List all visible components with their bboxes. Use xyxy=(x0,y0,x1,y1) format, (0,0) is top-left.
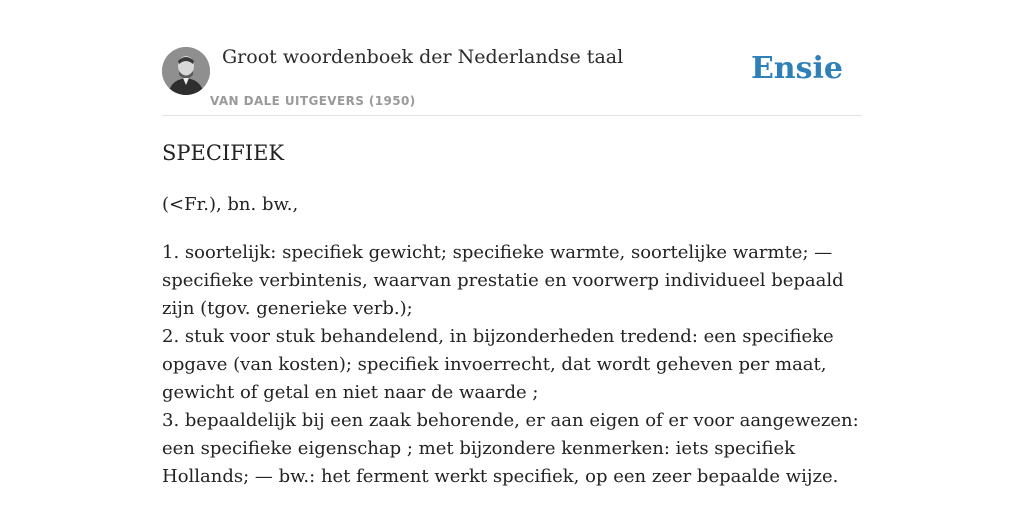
header xyxy=(162,46,862,116)
book-title[interactable]: Groot woordenboek der Nederlandse taal xyxy=(222,46,624,68)
definition-item: 3. bepaaldelijk bij een zaak behorende, er aan eigen of er voor aangewezen: een specifieke eigenschap ; met bijzondere kenmerken: iets specifiek Hollands; — bw.: het ferment werkt specifiek, op een zeer bepaalde wijze. xyxy=(162,410,859,487)
definition-item: 1. soortelijk: specifiek gewicht; specifieke warmte, soortelijke warmte; — specifieke verbintenis, waarvan prestatie en voorwerp individueel bepaald zijn (tgov. generieke verb.); xyxy=(162,242,844,319)
publisher-label: VAN DALE UITGEVERS (1950) xyxy=(210,94,416,108)
ensie-logo[interactable]: Ensie xyxy=(750,51,843,86)
portrait-image xyxy=(162,47,210,95)
author-avatar[interactable] xyxy=(162,47,210,95)
definition-list xyxy=(162,239,862,491)
definition-item: 2. stuk voor stuk behandelend, in bijzonderheden tredend: een specifieke opgave (van kosten); specifiek invoerrecht, dat wordt geheven per maat, gewicht of getal en niet naar de waarde ; xyxy=(162,326,834,403)
entry-title: SPECIFIEK xyxy=(162,141,285,165)
grammar-note: (<Fr.), bn. bw., xyxy=(162,194,299,215)
